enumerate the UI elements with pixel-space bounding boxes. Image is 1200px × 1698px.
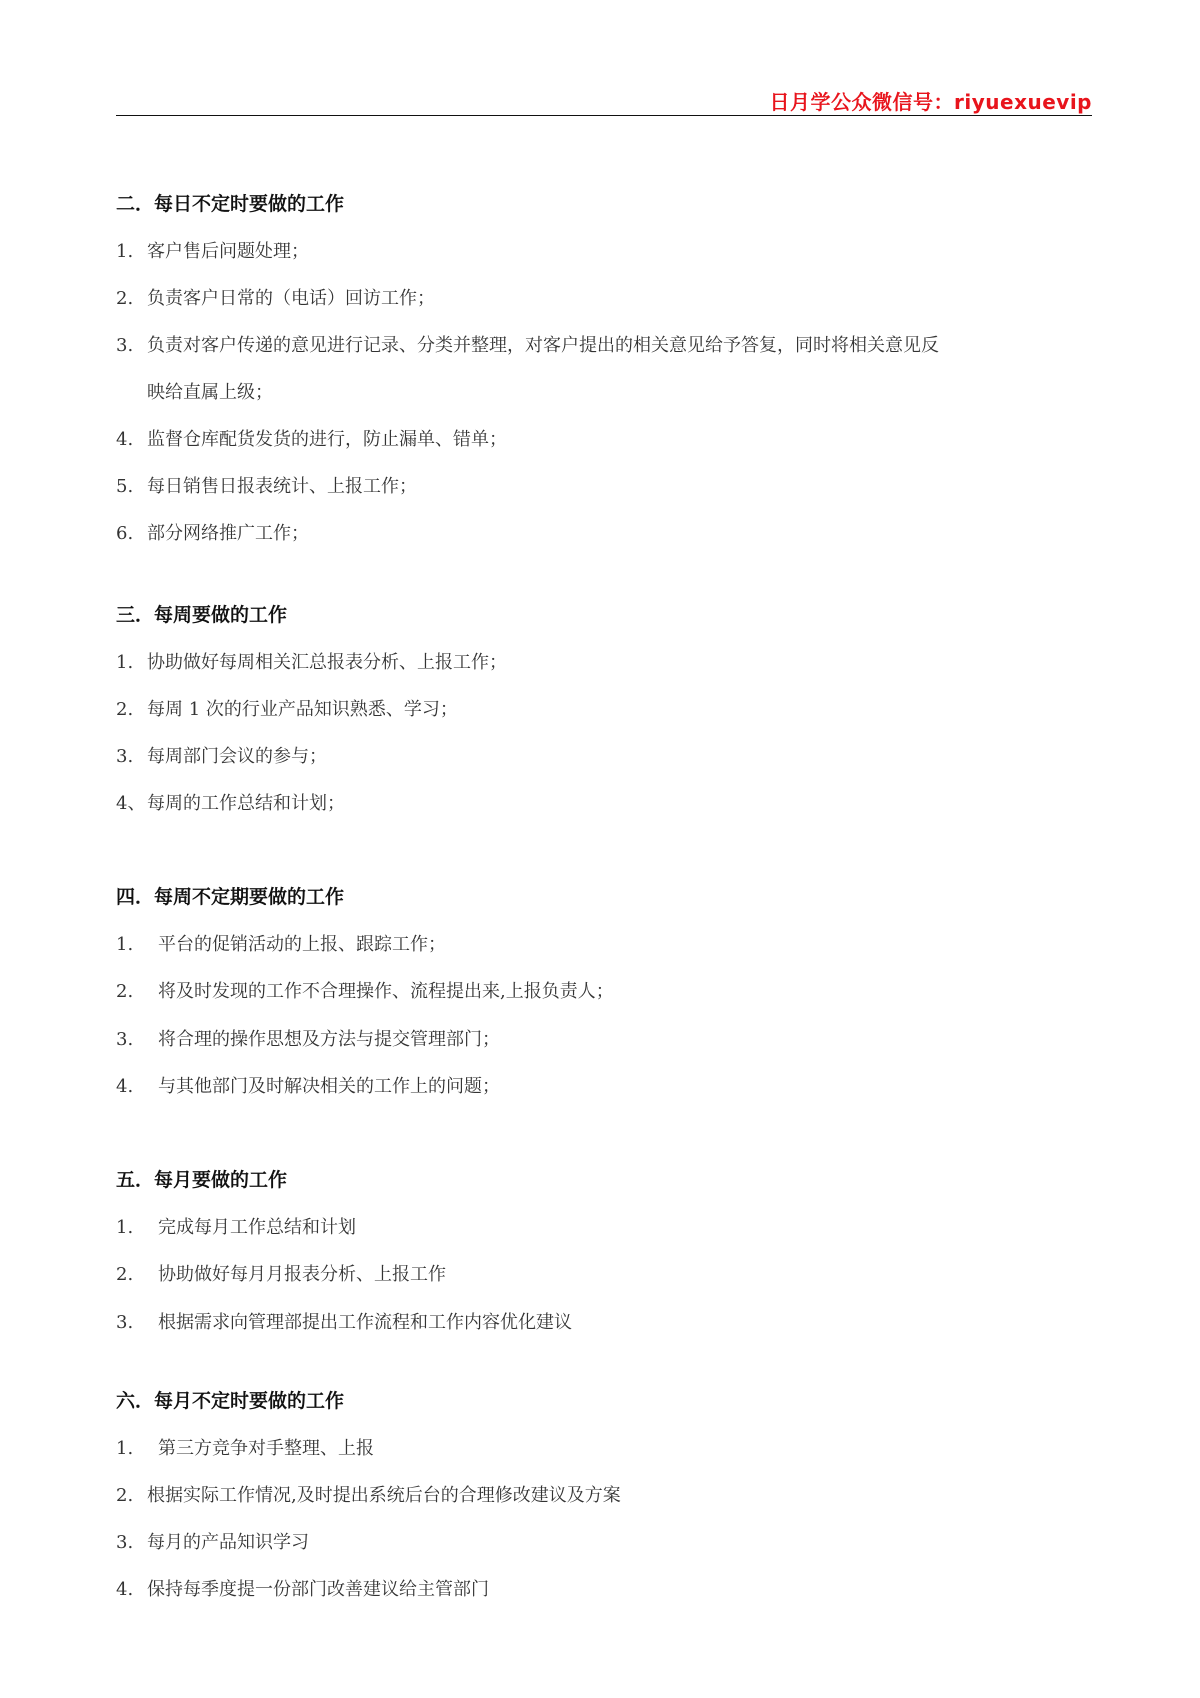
list-item: 1. 第三方竞争对手整理、上报	[116, 1438, 374, 1459]
list-item: 6. 部分网络推广工作；	[116, 523, 309, 544]
list-item: 2. 根据实际工作情况,及时提出系统后台的合理修改建议及方案	[116, 1485, 621, 1506]
list-item-continuation: 映给直属上级；	[147, 382, 273, 403]
list-item: 5. 每日销售日报表统计、上报工作；	[116, 476, 417, 497]
list-item: 3. 负责对客户传递的意见进行记录、分类并整理，对客户提出的相关意见给予答复，同时将相关意见反	[116, 335, 939, 356]
list-item: 4、每周的工作总结和计划；	[116, 793, 345, 814]
list-item: 1. 完成每月工作总结和计划	[116, 1217, 356, 1238]
list-item: 3. 将合理的操作思想及方法与提交管理部门；	[116, 1029, 500, 1050]
list-item: 3. 每周部门会议的参与；	[116, 746, 327, 767]
list-item: 4. 保持每季度提一份部门改善建议给主管部门	[116, 1579, 489, 1600]
list-item: 2. 协助做好每月月报表分析、上报工作	[116, 1264, 446, 1285]
list-item: 2. 将及时发现的工作不合理操作、流程提出来,上报负责人；	[116, 981, 614, 1002]
list-item: 2. 负责客户日常的（电话）回访工作；	[116, 288, 435, 309]
list-item: 1. 平台的促销活动的上报、跟踪工作；	[116, 934, 446, 955]
list-item: 1. 协助做好每周相关汇总报表分析、上报工作；	[116, 652, 507, 673]
watermark-text: 日月学公众微信号：riyuexuevip	[769, 90, 1092, 114]
list-item: 3. 每月的产品知识学习	[116, 1532, 309, 1553]
list-item: 4. 与其他部门及时解决相关的工作上的问题；	[116, 1076, 500, 1097]
section-title: 四．每周不定期要做的工作	[116, 886, 345, 908]
list-item: 3. 根据需求向管理部提出工作流程和工作内容优化建议	[116, 1312, 572, 1333]
section-title: 三．每周要做的工作	[116, 604, 288, 626]
section-title: 二．每日不定时要做的工作	[116, 193, 345, 215]
header-divider	[116, 115, 1092, 116]
section-title: 五．每月要做的工作	[116, 1169, 288, 1191]
section-title: 六．每月不定时要做的工作	[116, 1390, 345, 1412]
list-item: 1. 客户售后问题处理；	[116, 241, 309, 262]
list-item: 4. 监督仓库配货发货的进行，防止漏单、错单；	[116, 429, 507, 450]
list-item: 2. 每周 1 次的行业产品知识熟悉、学习；	[116, 699, 458, 720]
